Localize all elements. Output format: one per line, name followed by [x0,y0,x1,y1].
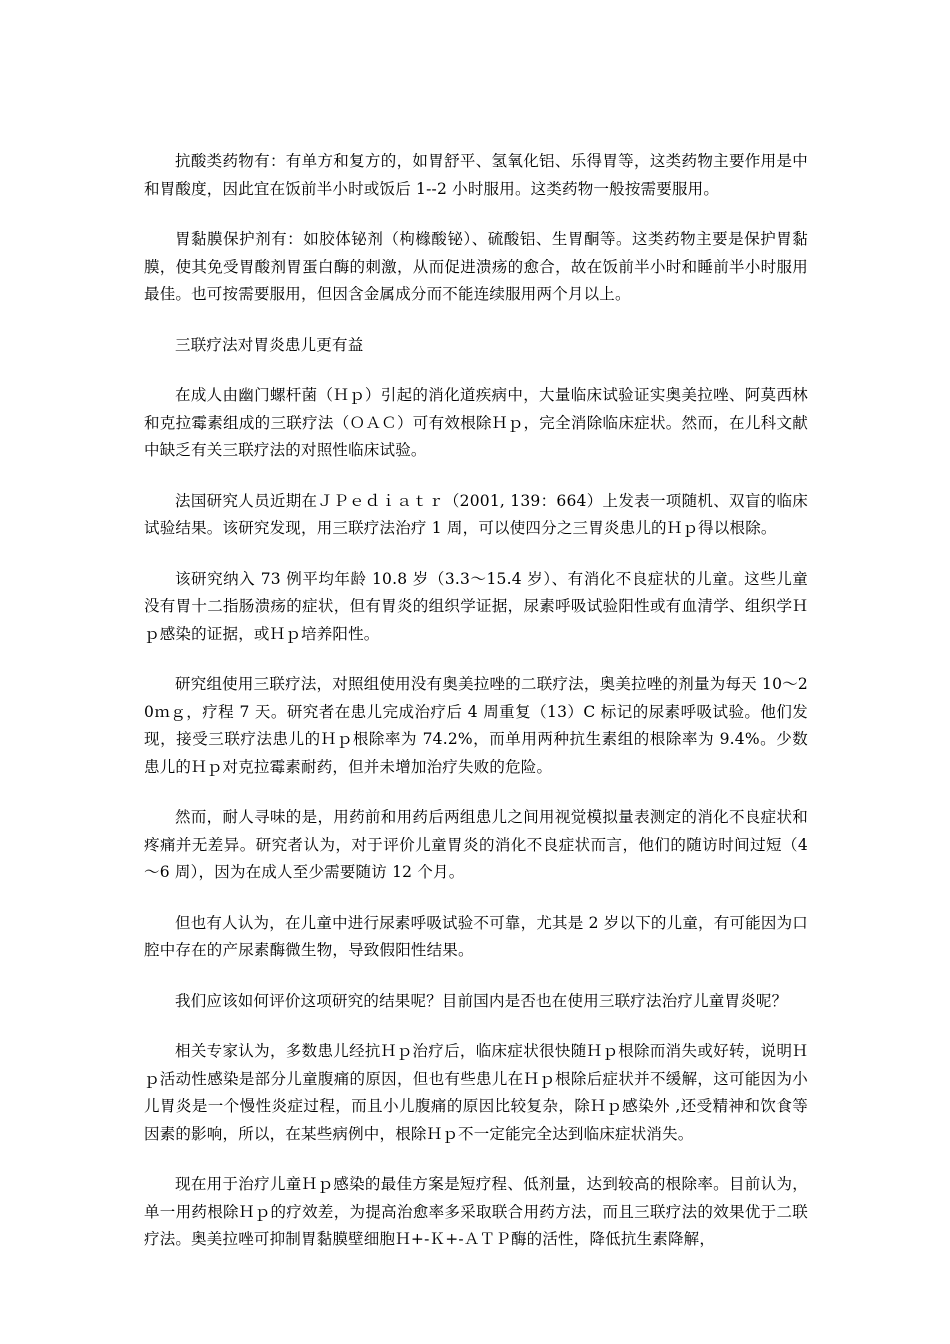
paragraph-expert-opinion: 相关专家认为，多数患儿经抗Ｈｐ治疗后，临床症状很快随Ｈｐ根除而消失或好转，说明Ｈｐ活动性感染是部分儿童腹痛的原因，但也有些患儿在Ｈｐ根除后症状并不缓解，这可能因为小儿胃炎是一个慢性炎症过程，而且小儿腹痛的原因比较复杂，除Ｈｐ感染外 ,还受精神和饮食等因素的影响，所以，在某些病例中，根除Ｈｐ不一定能完全达到临床症状消失。 [144,1042,808,1143]
document-body [144,148,808,1277]
section-heading: 三联疗法对胃炎患儿更有益 [175,335,364,354]
paragraph-adult-triple-therapy: 在成人由幽门螺杆菌（Ｈｐ）引起的消化道疾病中，大量临床试验证实奥美拉唑、阿莫西林和克拉霉素组成的三联疗法（ＯＡＣ）可有效根除Ｈｐ，完全消除临床症状。然而，在儿科文献中缺乏有关三联疗法的对照性临床试验。 [144,386,808,459]
paragraph-best-regimen: 现在用于治疗儿童Ｈｐ感染的最佳方案是短疗程、低剂量，达到较高的根除率。目前认为，单一用药根除Ｈｐ的疗效差，为提高治愈率多采取联合用药方法，而且三联疗法的效果优于二联疗法。奥美拉唑可抑制胃黏膜壁细胞Ｈ+-Ｋ+-ＡＴＰ酶的活性，降低抗生素降解， [144,1175,808,1248]
paragraph-antacids: 抗酸类药物有：有单方和复方的，如胃舒平、氢氧化铝、乐得胃等，这类药物主要作用是中和胃酸度，因此宜在饭前半小时或饭后 1--2 小时服用。这类药物一般按需要服用。 [144,152,808,198]
paragraph-question: 我们应该如何评价这项研究的结果呢？目前国内是否也在使用三联疗法治疗儿童胃炎呢？ [175,991,788,1010]
paragraph-mucosal-protectants: 胃黏膜保护剂有：如胶体铋剂（枸橼酸铋）、硫酸铝、生胃酮等。这类药物主要是保护胃黏膜，使其免受胃酸剂胃蛋白酶的刺激，从而促进溃疡的愈合，故在饭前半小时和睡前半小时服用最佳。也可按需要服用，但因含金属成分而不能连续服用两个月以上。 [144,230,808,303]
paragraph-french-study: 法国研究人员近期在ＪＰｅｄｉａｔｒ（2001, 139：664）上发表一项随机、双盲的临床试验结果。该研究发现，用三联疗法治疗 1 周，可以使四分之三胃炎患儿的Ｈｐ得以根除。 [144,491,808,537]
paragraph-breath-test-reliability: 但也有人认为，在儿童中进行尿素呼吸试验不可靠，尤其是 2 岁以下的儿童，有可能因为口腔中存在的产尿素酶微生物，导致假阳性结果。 [144,913,808,959]
paragraph-study-results: 研究组使用三联疗法，对照组使用没有奥美拉唑的二联疗法，奥美拉唑的剂量为每天 10～20ｍｇ，疗程 7 天。研究者在患儿完成治疗后 4 周重复（13）C 标记的尿素呼吸试验。他们发现，接受三联疗法患儿的Ｈｐ根除率为 74.2%，而单用两种抗生素组的根除率为 9.4%。少数患儿的Ｈｐ对克拉霉素耐药，但并未增加治疗失败的危险。 [144,675,808,776]
paragraph-symptom-findings: 然而，耐人寻味的是，用药前和用药后两组患儿之间用视觉模拟量表测定的消化不良症状和疼痛并无差异。研究者认为，对于评价儿童胃炎的消化不良症状而言，他们的随访时间过短（4～6 周），因为在成人至少需要随访 12 个月。 [144,808,808,881]
paragraph-study-population: 该研究纳入 73 例平均年龄 10.8 岁（3.3～15.4 岁）、有消化不良症状的儿童。这些儿童没有胃十二指肠溃疡的症状，但有胃炎的组织学证据，尿素呼吸试验阳性或有血清学、组织学Ｈｐ感染的证据，或Ｈｐ培养阳性。 [144,569,808,643]
